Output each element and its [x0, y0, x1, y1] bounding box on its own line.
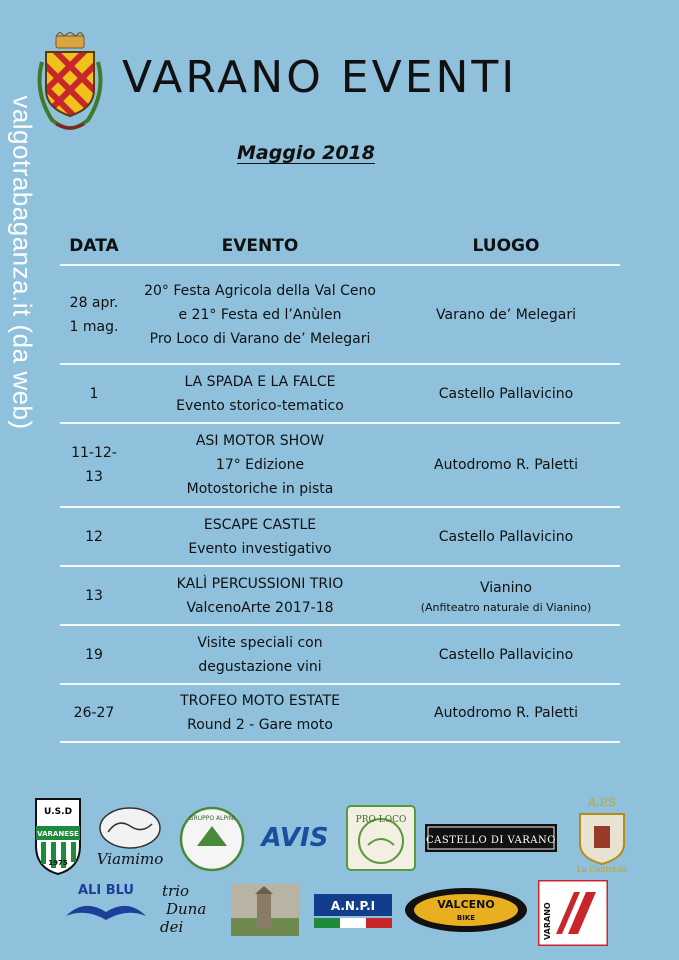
table-header-row [60, 228, 620, 265]
place-line: Autodromo R. Paletti [434, 705, 578, 721]
trio-line: dei [160, 918, 184, 936]
event-description [128, 364, 392, 423]
event-line: 20° Festa Agricola della Val Ceno [144, 282, 376, 299]
valceno-text: VALCENO [437, 898, 495, 911]
date-line: 11-12-13 [71, 445, 117, 485]
event-description [128, 625, 392, 684]
event-place [392, 507, 620, 566]
date-line: 26-27 [73, 705, 115, 721]
proloco-text: PRO LOCO [355, 815, 407, 825]
date-line: 1 mag. [69, 318, 119, 335]
table-row [60, 364, 620, 423]
church-photo-logo [231, 884, 299, 936]
event-place [392, 423, 620, 507]
date-line: 28 apr. [69, 294, 119, 311]
event-date [60, 265, 128, 364]
aps-text: A.P.S [588, 796, 616, 809]
event-description [128, 684, 392, 742]
place-line: Castello Pallavicino [438, 528, 574, 545]
column-header-date: DATA [69, 236, 119, 256]
event-date [60, 566, 128, 625]
event-date [60, 625, 128, 684]
place-line: Varano de’ Melegari [436, 306, 576, 323]
page-subtitle: Maggio 2018 [237, 142, 375, 164]
event-line: Evento investigativo [188, 540, 332, 557]
aps-la-contrada-logo [566, 792, 638, 874]
table-row [60, 423, 620, 507]
varano-badge-logo [538, 880, 608, 946]
place-line: Castello Pallavicino [438, 646, 574, 663]
coat-of-arms-icon [32, 32, 108, 136]
valceno-bike-logo [403, 886, 529, 934]
event-place [392, 566, 620, 625]
column-header-event: EVENTO [221, 236, 299, 256]
event-line: LA SPADA E LA FALCE [184, 373, 336, 390]
event-date [60, 423, 128, 507]
event-line: degustazione vini [198, 658, 322, 675]
trio-line: Duna [166, 900, 207, 918]
event-description [128, 566, 392, 625]
usd-name-text: VARANESE [37, 830, 79, 838]
event-date [60, 684, 128, 742]
event-place [392, 684, 620, 742]
event-line: e 21° Festa ed l’Anùlen [178, 306, 342, 323]
event-line: TROFEO MOTO ESTATE [180, 693, 340, 709]
date-line: 19 [85, 646, 103, 663]
table-row [60, 566, 620, 625]
table-row [60, 625, 620, 684]
place-line: Autodromo R. Paletti [434, 457, 578, 473]
event-line: Motostoriche in pista [186, 481, 334, 497]
castello-di-varano-logo [424, 820, 558, 856]
event-place [392, 265, 620, 364]
anpi-logo [314, 894, 392, 930]
event-date [60, 507, 128, 566]
event-description [128, 423, 392, 507]
trio-duna-dei-logo [156, 880, 218, 938]
trio-line: trio [162, 882, 190, 900]
event-line: Pro Loco di Varano de’ Melegari [149, 330, 371, 347]
event-place [392, 364, 620, 423]
event-line: ESCAPE CASTLE [203, 516, 317, 533]
date-line: 12 [85, 528, 103, 545]
ali-blu-logo [60, 880, 152, 930]
place-line: Vianino [480, 579, 532, 596]
event-line: Round 2 - Gare moto [187, 717, 333, 733]
place-line: Castello Pallavicino [438, 385, 574, 402]
event-date [60, 364, 128, 423]
bike-text: BIKE [456, 914, 476, 922]
events-table [60, 228, 620, 743]
avis-text: AVIS [261, 823, 329, 853]
gruppo-alpini-logo [179, 806, 245, 872]
usd-varanese-logo [33, 796, 83, 876]
anpi-text: A.N.P.I [330, 899, 376, 913]
watermark-text: valgotrabaganza.it (da web) [7, 94, 38, 430]
date-line: 13 [85, 587, 103, 604]
varano-badge-text: VARANO [543, 902, 552, 940]
page-title: VARANO EVENTI [122, 52, 518, 103]
table-row [60, 684, 620, 742]
event-line: Evento storico-tematico [176, 397, 344, 414]
contrada-text: La Contrada [576, 865, 628, 874]
event-description [128, 507, 392, 566]
event-line: ValcenoArte 2017-18 [186, 599, 334, 616]
viamimo-logo [94, 804, 166, 874]
usd-year-text: 1975 [48, 859, 68, 867]
alpini-text: GRUPPO ALPINI [188, 815, 236, 822]
event-line: 17° Edizione [215, 457, 305, 473]
table-row [60, 507, 620, 566]
column-header-place: LUOGO [472, 236, 540, 256]
event-description [128, 265, 392, 364]
event-line: KALÌ PERCUSSIONI TRIO [176, 575, 344, 592]
event-line: ASI MOTOR SHOW [195, 433, 325, 449]
event-place [392, 625, 620, 684]
aliblu-text: ALI BLU [78, 883, 134, 898]
castello-text: CASTELLO DI VARANO [426, 835, 556, 846]
place-note: (Anfiteatro naturale di Vianino) [420, 600, 592, 614]
viamimo-text: Viamimo [96, 850, 164, 868]
pro-loco-logo [346, 805, 416, 871]
usd-top-text: U.S.D [43, 807, 73, 817]
event-line: Visite speciali con [197, 634, 323, 651]
avis-logo [252, 818, 338, 854]
table-row [60, 265, 620, 364]
date-line: 1 [89, 385, 99, 402]
